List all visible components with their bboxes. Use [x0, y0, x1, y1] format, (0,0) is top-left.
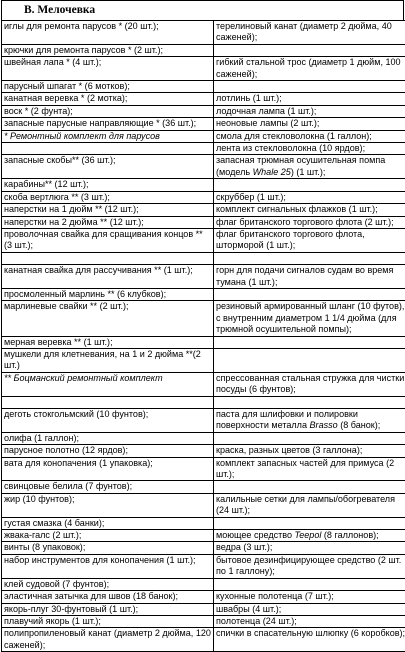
table-row	[2, 481, 405, 493]
cell-text: скоба вертлюга ** (3 шт.);	[4, 192, 110, 202]
left-cell	[2, 530, 214, 542]
cell-text: швабры (4 шт.);	[216, 604, 281, 614]
table-row	[2, 530, 405, 542]
table-row	[2, 348, 405, 372]
left-cell	[2, 93, 214, 105]
table-row	[2, 228, 405, 252]
cell-text: терелиновый канат (диаметр 2 дюйма, 40 саженей);	[216, 21, 392, 42]
left-cell	[2, 396, 214, 408]
right-cell	[214, 578, 405, 590]
left-cell	[2, 493, 214, 517]
right-cell	[214, 118, 405, 130]
supplies-table	[1, 20, 405, 652]
cell-text: запасные скобы** (36 шт.);	[4, 155, 116, 165]
left-cell	[2, 228, 214, 252]
cell-text: просмоленный марлинь ** (6 клубков);	[4, 289, 166, 299]
right-cell	[214, 591, 405, 603]
right-cell	[214, 21, 405, 45]
table-row	[2, 432, 405, 444]
cell-text-italic: Whale 25	[253, 167, 291, 177]
cell-text: резиновый армированный шланг (10 футов), с внутренним диаметром 1 1/4 дюйма (для трюмной осушительной помпы);	[216, 301, 404, 334]
table-row	[2, 204, 405, 216]
left-cell	[2, 191, 214, 203]
left-cell	[2, 105, 214, 117]
cell-text: наперстки на 1 дюйм ** (12 шт.);	[4, 204, 139, 214]
cell-text: флаг британского торгового флота (2 шт.);	[216, 217, 394, 227]
left-cell	[2, 57, 214, 81]
cell-text: плавучий якорь (1 шт.);	[4, 616, 101, 626]
cell-text: канатная свайка для рассучивания ** (1 шт.);	[4, 265, 193, 275]
cell-text-italic: ** Боцманский ремонтный комплект	[4, 373, 163, 383]
table-row	[2, 265, 405, 289]
cell-text: густая смазка (4 банки);	[4, 518, 104, 528]
cell-text: паста для шлифовки и полировки поверхности металла	[216, 409, 358, 430]
left-cell	[2, 542, 214, 554]
right-cell	[214, 265, 405, 289]
left-cell	[2, 130, 214, 142]
left-cell	[2, 155, 214, 179]
cell-text: свинцовые белила (7 фунтов);	[4, 481, 132, 491]
cell-text: марлиневые свайки ** (2 шт.);	[4, 301, 129, 311]
right-cell	[214, 348, 405, 372]
left-cell	[2, 44, 214, 56]
right-cell	[214, 457, 405, 481]
right-cell	[214, 481, 405, 493]
left-cell	[2, 591, 214, 603]
left-cell	[2, 252, 214, 264]
table-row	[2, 336, 405, 348]
cell-text: моющее средство	[216, 530, 295, 540]
cell-text: воск * (2 фунта);	[4, 106, 73, 116]
cell-text: неоновые лампы (2 шт.);	[216, 118, 319, 128]
cell-text: краска, разных цветов (3 галлона);	[216, 445, 362, 455]
right-cell	[214, 530, 405, 542]
cell-text: олифа (1 галлон);	[4, 433, 79, 443]
table-row	[2, 44, 405, 56]
right-cell	[214, 517, 405, 529]
cell-text: якорь-плуг 30-фунтовый (1 шт.);	[4, 604, 138, 614]
cell-text: проволочная свайка для сращивания концов ** (3 шт.);	[4, 229, 203, 250]
table-row	[2, 143, 405, 155]
cell-text: ведра (3 шт.);	[216, 542, 272, 552]
cell-text: вата для конопачения (1 упаковка);	[4, 458, 153, 468]
right-cell	[214, 93, 405, 105]
table-row	[2, 93, 405, 105]
left-cell	[2, 628, 214, 652]
left-cell	[2, 615, 214, 627]
table-row	[2, 409, 405, 433]
right-cell	[214, 603, 405, 615]
cell-text: жвака-галс (2 шт.);	[4, 530, 81, 540]
table-row	[2, 216, 405, 228]
cell-text: крючки для ремонта парусов * (2 шт.);	[4, 45, 163, 55]
cell-text: деготь стокгольмский (10 фунтов);	[4, 409, 148, 419]
table-row	[2, 615, 405, 627]
cell-text: лента из стекловолокна (10 ярдов);	[216, 143, 365, 153]
right-cell	[214, 252, 405, 264]
left-cell	[2, 578, 214, 590]
table-row	[2, 396, 405, 408]
left-cell	[2, 481, 214, 493]
table-row	[2, 493, 405, 517]
right-cell	[214, 554, 405, 578]
right-cell	[214, 336, 405, 348]
table-row	[2, 603, 405, 615]
cell-text: полотенца (24 шт.);	[216, 616, 297, 626]
cell-text: винты (8 упаковок);	[4, 542, 85, 552]
right-cell	[214, 445, 405, 457]
right-cell	[214, 288, 405, 300]
cell-text: спички в спасательную шлюпку (6 коробков);	[216, 628, 405, 638]
right-cell	[214, 130, 405, 142]
right-cell	[214, 179, 405, 191]
table-row	[2, 628, 405, 652]
cell-text: смола для стекловолокна (1 галлон);	[216, 131, 372, 141]
cell-text-italic: Teepol	[295, 530, 322, 540]
cell-text: парусное полотно (12 ярдов);	[4, 445, 128, 455]
left-cell	[2, 179, 214, 191]
left-cell	[2, 265, 214, 289]
left-cell	[2, 445, 214, 457]
left-cell	[2, 348, 214, 372]
cell-text: гибкий стальной трос (диаметр 1 дюйм, 100 саженей);	[216, 57, 401, 78]
table-row	[2, 288, 405, 300]
cell-text: бытовое дезинфицирующее средство (2 шт. по 1 галлону);	[216, 555, 401, 576]
table-row	[2, 517, 405, 529]
left-cell	[2, 81, 214, 93]
cell-text-italic: * Ремонтный комплект для парусов	[4, 131, 160, 141]
cell-text: горн для подачи сигналов судам во время тумана (1 шт.);	[216, 265, 393, 286]
table-row	[2, 179, 405, 191]
cell-text: лотлинь (1 шт.);	[216, 93, 282, 103]
table-row	[2, 542, 405, 554]
right-cell	[214, 143, 405, 155]
table-row	[2, 301, 405, 336]
cell-text: мерная веревка ** (1 шт.);	[4, 337, 113, 347]
table-row	[2, 445, 405, 457]
right-cell	[214, 228, 405, 252]
table-row	[2, 81, 405, 93]
left-cell	[2, 204, 214, 216]
cell-text: комплект запасных частей для примуса (2 шт.);	[216, 458, 394, 479]
table-row	[2, 578, 405, 590]
left-cell	[2, 288, 214, 300]
table-row	[2, 130, 405, 142]
right-cell	[214, 81, 405, 93]
cell-text: калильные сетки для лампы/обогревателя (24 шт.);	[216, 494, 395, 515]
left-cell	[2, 457, 214, 481]
cell-text: канатная веревка * (2 мотка);	[4, 93, 127, 103]
section-title: B. Мелочевка	[1, 0, 404, 20]
left-cell	[2, 216, 214, 228]
left-cell	[2, 336, 214, 348]
left-cell	[2, 432, 214, 444]
cell-text: наперстки на 2 дюйма ** (12 шт.);	[4, 217, 144, 227]
cell-text: (8 галлонов);	[321, 530, 378, 540]
table-row	[2, 252, 405, 264]
cell-text: лодочная лампа (1 шт.);	[216, 106, 316, 116]
left-cell	[2, 118, 214, 130]
right-cell	[214, 493, 405, 517]
table-row	[2, 554, 405, 578]
right-cell	[214, 396, 405, 408]
right-cell	[214, 155, 405, 179]
left-cell	[2, 143, 214, 155]
table-row	[2, 21, 405, 45]
cell-text: скруббер (1 шт.);	[216, 192, 286, 202]
cell-text: запасная трюмная осушительная помпа (модель	[216, 155, 385, 176]
left-cell	[2, 409, 214, 433]
cell-text: спрессованная стальная стружка для чистки посуды (6 фунтов);	[216, 373, 404, 394]
table-row	[2, 191, 405, 203]
table-row	[2, 118, 405, 130]
cell-text: иглы для ремонта парусов * (20 шт.);	[4, 21, 159, 31]
table-row	[2, 372, 405, 396]
cell-text-italic: Brasso	[310, 420, 338, 430]
left-cell	[2, 372, 214, 396]
right-cell	[214, 204, 405, 216]
table-row	[2, 57, 405, 81]
cell-text: эластичная затычка для швов (18 банок);	[4, 591, 178, 601]
cell-text: мушкели для клетневания, на 1 и 2 дюйма **(2 шт.)	[4, 349, 201, 370]
left-cell	[2, 517, 214, 529]
right-cell	[214, 191, 405, 203]
right-cell	[214, 105, 405, 117]
table-row	[2, 457, 405, 481]
right-cell	[214, 372, 405, 396]
cell-text: запасные парусные направляющие * (36 шт.);	[4, 118, 196, 128]
cell-text: швейная лапа * (4 шт.);	[4, 57, 101, 67]
table-row	[2, 591, 405, 603]
table-row	[2, 155, 405, 179]
right-cell	[214, 542, 405, 554]
cell-text: флаг британского торгового флота, шторморой (1 шт.);	[216, 229, 365, 250]
cell-text: полипропиленовый канат (диаметр 2 дюйма, 120 саженей);	[4, 628, 211, 649]
cell-text: набор инструментов для конопачения (1 шт.);	[4, 555, 196, 565]
right-cell	[214, 628, 405, 652]
cell-text: комплект сигнальных флажков (1 шт.);	[216, 204, 378, 214]
right-cell	[214, 216, 405, 228]
cell-text: (8 банок);	[338, 420, 381, 430]
right-cell	[214, 409, 405, 433]
left-cell	[2, 301, 214, 336]
cell-text: клей судовой (7 фунтов);	[4, 579, 109, 589]
table-row	[2, 105, 405, 117]
right-cell	[214, 432, 405, 444]
cell-text: кухонные полотенца (7 шт.);	[216, 591, 334, 601]
left-cell	[2, 554, 214, 578]
cell-text: парусный шпагат * (6 мотков);	[4, 81, 130, 91]
right-cell	[214, 44, 405, 56]
right-cell	[214, 57, 405, 81]
right-cell	[214, 301, 405, 336]
right-cell	[214, 615, 405, 627]
cell-text: жир (10 фунтов);	[4, 494, 75, 504]
left-cell	[2, 603, 214, 615]
cell-text: ) (1 шт.);	[291, 167, 326, 177]
left-cell	[2, 21, 214, 45]
cell-text: карабины** (12 шт.);	[4, 179, 89, 189]
